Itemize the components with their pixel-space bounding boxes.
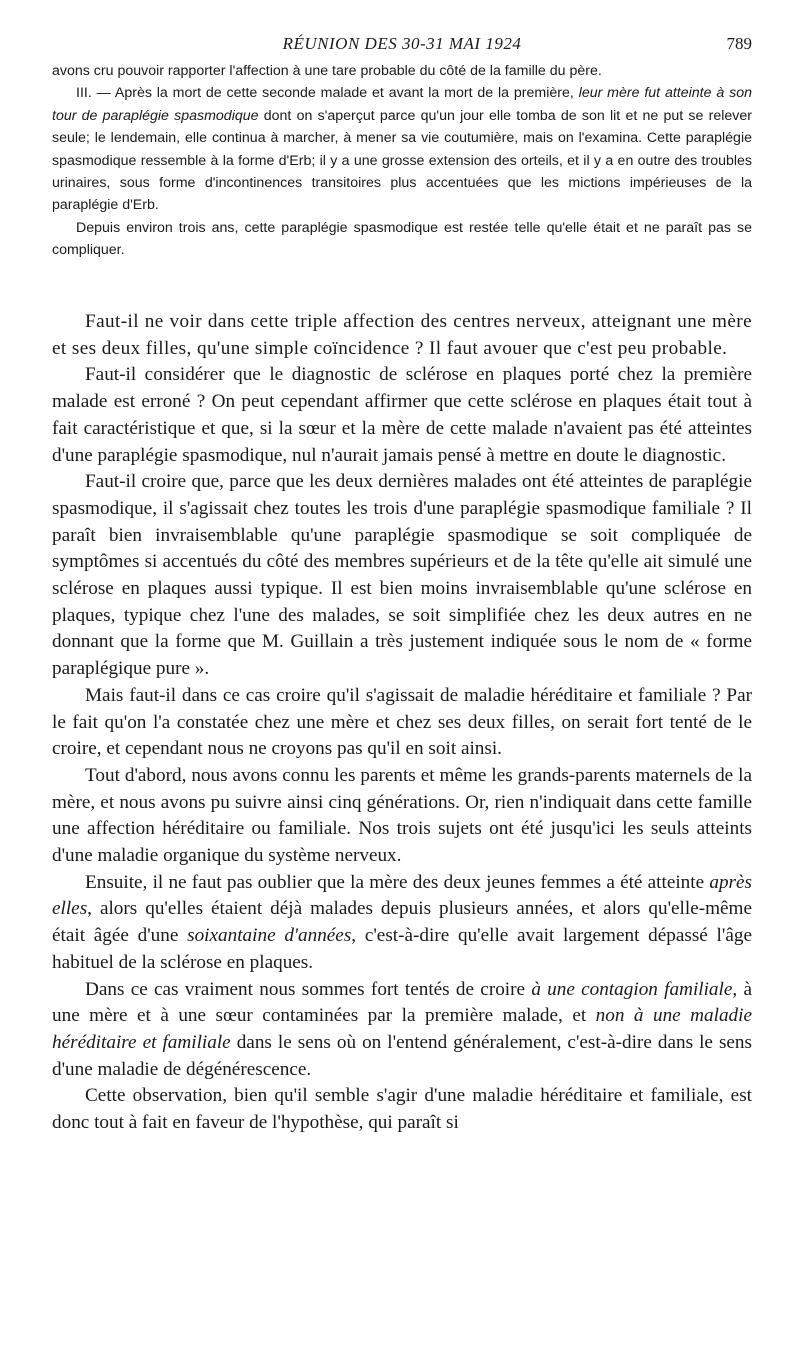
small-paragraph-2-italic: leur mère fut atteinte à son tour de paraplégie spasmodique (52, 85, 752, 124)
main-paragraph-6-a: Ensuite, il ne faut pas oublier que la mère des deux jeunes femmes a été atteinte (85, 871, 710, 893)
small-paragraph-3: Depuis environ trois ans, cette paraplégie spasmodique est restée telle qu'elle était et ne paraît pas se compliquer. (52, 219, 752, 259)
main-paragraph-6-e: , c'est-à-dire qu'elle avait largement dépassé l'âge habituel de la sclérose en plaques. (52, 925, 752, 973)
small-paragraph-2 (52, 82, 752, 216)
running-head (52, 34, 752, 58)
main-paragraph-4: Mais faut-il dans ce cas croire qu'il s'agissait de maladie héréditaire et familiale ? Par le fait qu'on l'a constatée chez une mère et chez ses deux filles, on serait fort tenté de le croire, et cependant nous ne croyons pas qu'il en soit ainsi. (52, 684, 752, 760)
running-title: RÉUNION DES 30-31 MAI 1924 (282, 34, 522, 53)
small-paragraph-1: avons cru pouvoir rapporter l'affection à une tare probable du côté de la famille du père. (52, 63, 602, 79)
main-paragraph-7-a: Dans ce cas vraiment nous sommes fort tentés de croire (85, 978, 532, 1000)
main-paragraph-7-c: , à une mère et à une sœur contaminées par la première malade, et (52, 978, 752, 1027)
main-paragraph-5: Tout d'abord, nous avons connu les parents et même les grands-parents maternels de la mère, et nous avons pu suivre ainsi cinq générations. Or, rien n'indiquait dans cette famille une affection héréditaire ou familiale. Nos trois sujets ont été jusqu'ici les seuls atteints d'une maladie organique du système nerveux. (52, 764, 752, 867)
discussion-main-text (52, 309, 752, 1137)
main-paragraph-2: Faut-il considérer que le diagnostic de sclérose en plaques porté chez la première malade est erroné ? On peut cependant affirmer que cette sclérose en plaques était tout à fait caractéristique et que, si la sœur et la mère de cette malade n'avaient pas été atteintes d'une paraplégie spasmodique, nul n'aurait jamais pensé à mettre en doute le diagnostic. (52, 364, 752, 466)
main-paragraph-7-b: à une contagion familiale (531, 978, 733, 1000)
main-paragraph-3: Faut-il croire que, parce que les deux dernières malades ont été atteintes de paraplégie spasmodique, il s'agissait chez toutes les trois d'une paraplégie spasmodique familiale ? Il paraît bien invraisemblable qu'une paraplégie spasmodique se soit compliquée de symptômes si accentués du côté des membres supérieurs et de la tête qu'elle ait simulé une sclérose en plaques aussi typique. Il est bien moins invraisemblable qu'une sclérose en plaques, typique chez l'une des malades, se soit simplifiée chez les deux autres en ne donnant que la forme que M. Guillain a très justement indiquée sous le nom de « forme paraplégique pure ». (52, 471, 752, 680)
main-paragraph-6-b: après elles (52, 871, 752, 920)
main-paragraph-6-c: , alors qu'elles étaient déjà malades depuis plusieurs années, et alors qu'elle-même était âgée d'une (52, 898, 752, 947)
main-paragraph-7 (52, 977, 752, 1084)
small-paragraph-2-start: III. — Après la mort de cette seconde malade et avant la mort de la première, (76, 85, 579, 102)
main-paragraph-1: Faut-il ne voir dans cette triple affection des centres nerveux, atteignant une mère et ses deux filles, qu'une simple coïncidence ? Il faut avouer que c'est peu probable. (52, 311, 752, 359)
main-paragraph-8: Cette observation, bien qu'il semble s'agir d'une maladie héréditaire et familiale, est donc tout à fait en faveur de l'hypothèse, qui paraît si (52, 1085, 752, 1134)
main-paragraph-7-e: dans le sens où on l'entend généralement, c'est-à-dire dans le sens d'une maladie de dégénérescence. (52, 1031, 752, 1080)
main-paragraph-6 (52, 870, 752, 977)
page-number: 789 (726, 34, 752, 53)
small-paragraph-2-end: dont on s'aperçut parce qu'un jour elle tomba de son lit et ne put se relever seule; le lendemain, elle continua à marcher, à mener sa vie coutumière, mais on l'examina. Cette paraplégie spasmodique ressemble à la forme d'Erb; il y a une grosse extension des orteils, et il y a en outre des troubles urinaires, sous forme d'incontinences transitoires plus accentuées que les mictions impérieuses de la paraplégie d'Erb. (52, 107, 752, 214)
case-report-small-text (52, 60, 752, 262)
main-paragraph-7-d: non à une maladie héréditaire et familiale (52, 1005, 752, 1053)
main-paragraph-6-d: soixantaine d'années (187, 925, 352, 947)
